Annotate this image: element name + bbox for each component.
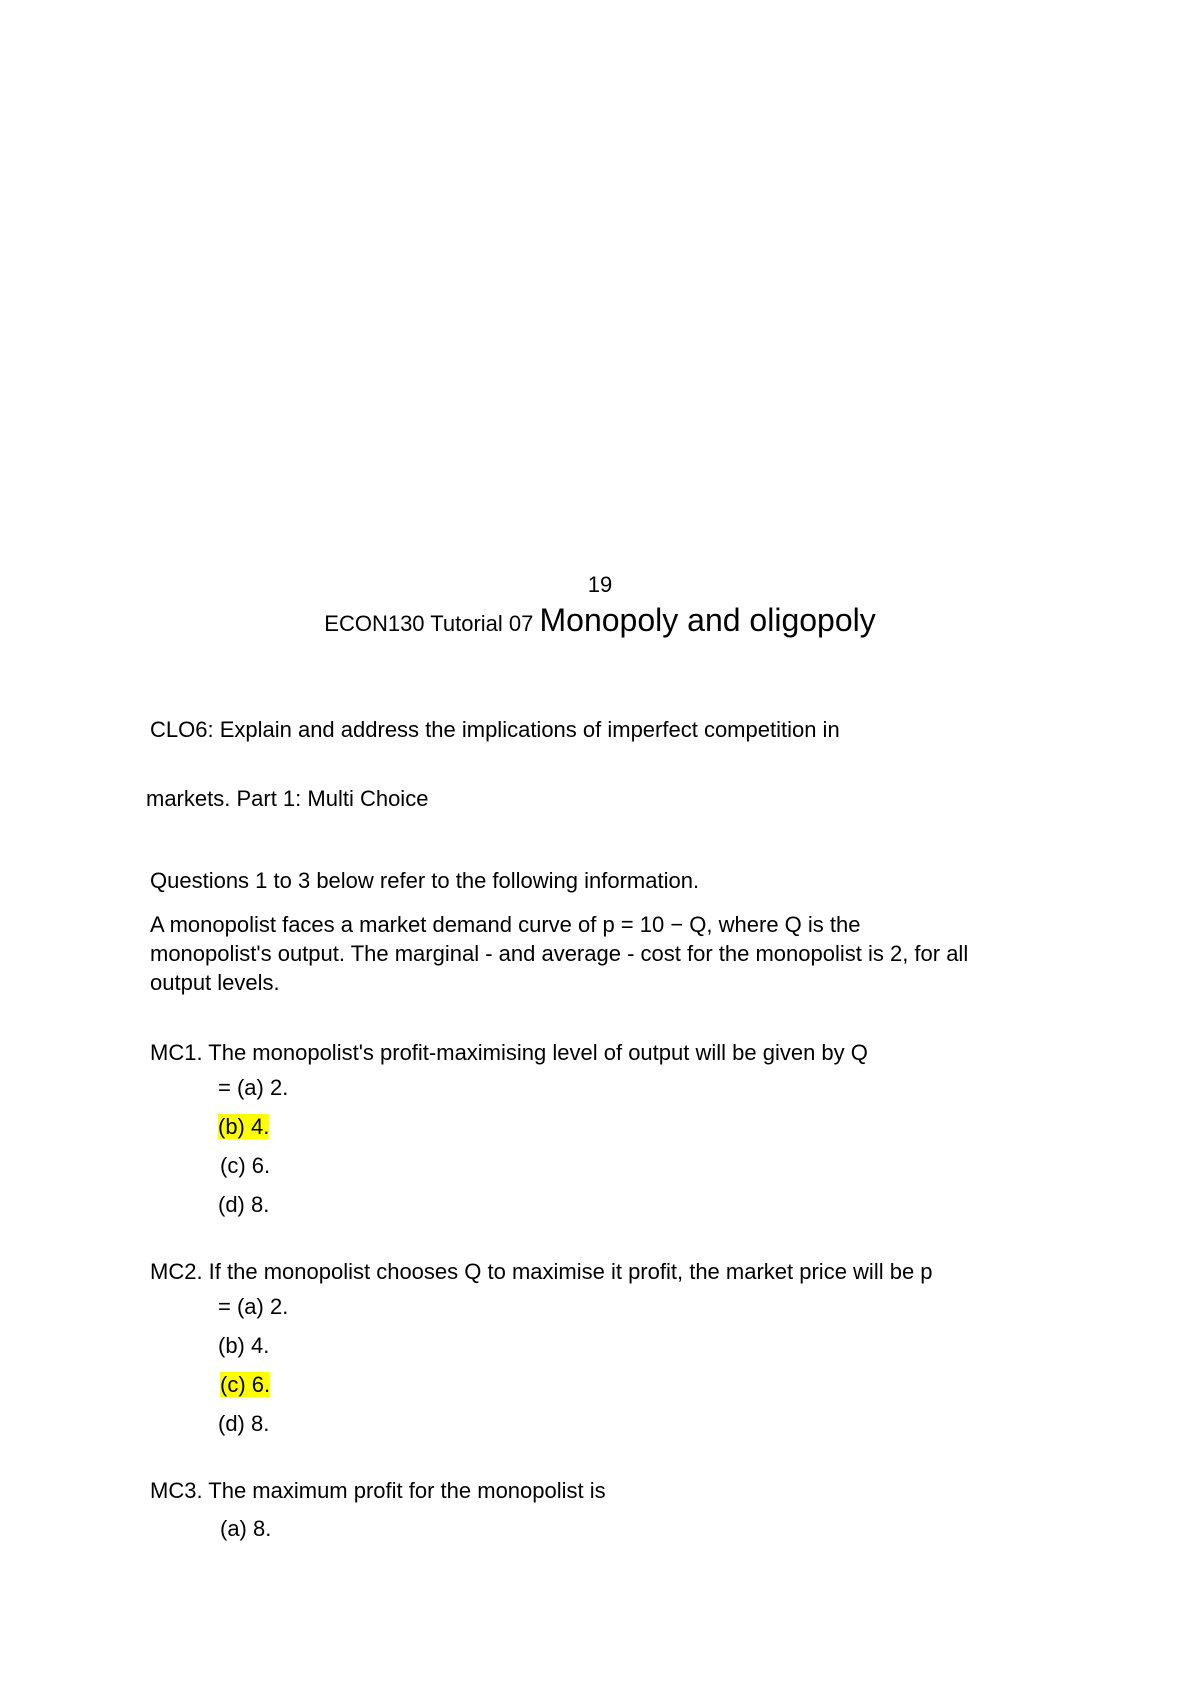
mc2-option-c	[220, 1372, 270, 1398]
title-main: Monopoly and oligopoly	[539, 602, 876, 638]
mc1-option-d: (d) 8.	[218, 1192, 270, 1217]
highlighted-answer: (c) 6.	[220, 1372, 271, 1397]
question-mc3-stem: MC3. The maximum profit for the monopolist is	[150, 1478, 606, 1503]
mc2-option-b: (b) 4.	[218, 1333, 270, 1358]
info-line: monopolist's output. The marginal - and average - cost for the monopolist is 2, for all	[150, 941, 969, 966]
mc3-option-a: (a) 8.	[220, 1516, 272, 1541]
page-title	[0, 600, 1200, 644]
mc1-option-b	[218, 1114, 269, 1140]
info-line: output levels.	[150, 970, 280, 995]
question-mc2-stem: MC2. If the monopolist chooses Q to maximise it profit, the market price will be p	[150, 1259, 933, 1284]
page-number: 19	[587, 572, 613, 597]
title-prefix: ECON130 Tutorial 07	[324, 611, 534, 636]
section-heading: markets. Part 1: Multi Choice	[146, 786, 429, 811]
info-line: A monopolist faces a market demand curve of p = 10 − Q, where Q is the	[150, 912, 861, 937]
info-paragraph	[150, 910, 1070, 997]
highlighted-answer: (b) 4.	[218, 1114, 270, 1139]
mc2-option-d: (d) 8.	[218, 1411, 270, 1436]
question-mc1-stem: MC1. The monopolist's profit-maximising level of output will be given by Q	[150, 1040, 868, 1065]
mc1-option-a: = (a) 2.	[218, 1075, 289, 1100]
clo-statement: CLO6: Explain and address the implications of imperfect competition in	[150, 717, 840, 742]
mc2-option-a: = (a) 2.	[218, 1294, 289, 1319]
intro-text: Questions 1 to 3 below refer to the following information.	[150, 868, 700, 893]
mc1-option-c: (c) 6.	[220, 1153, 271, 1178]
